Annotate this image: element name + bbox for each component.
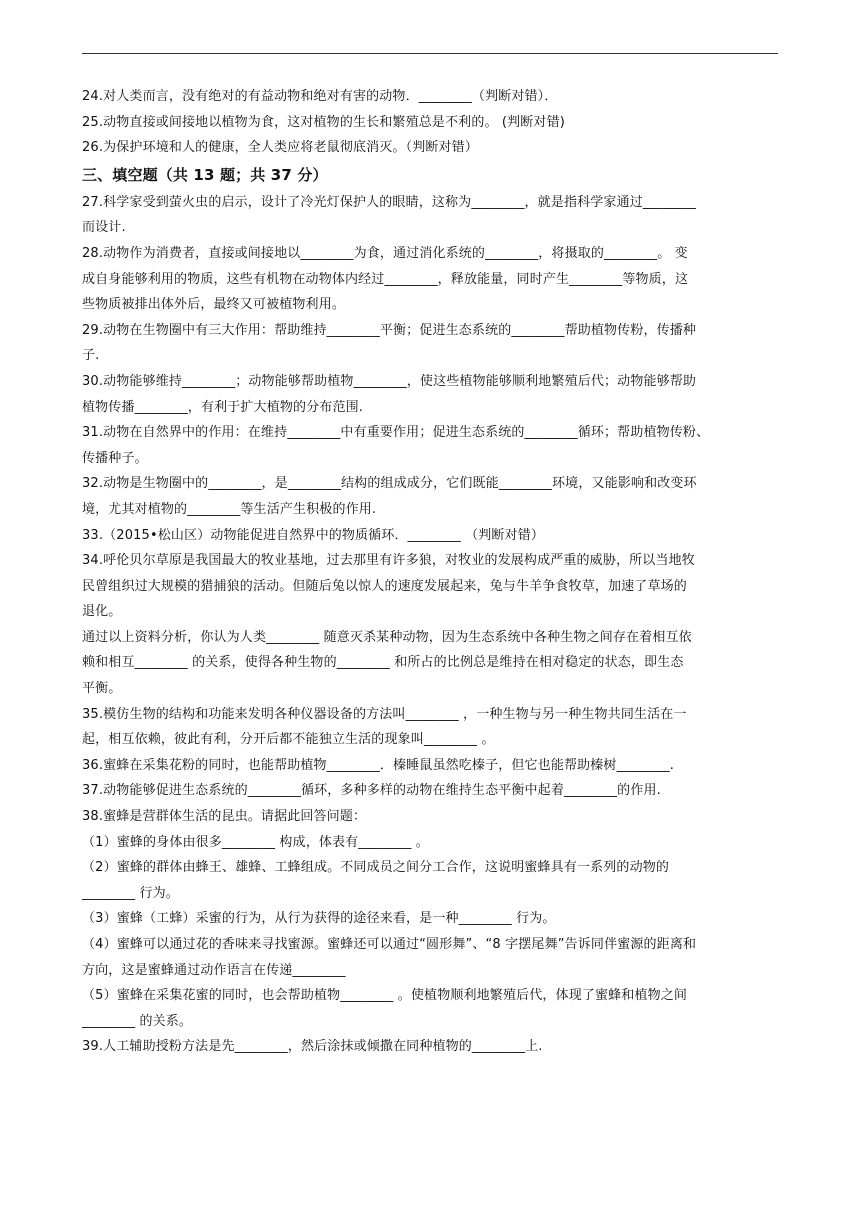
question-line: ________ 的关系。 <box>82 1013 193 1029</box>
question-line: 26.为保护环境和人的健康，全人类应将老鼠彻底消灭。（判断对错） <box>82 140 478 156</box>
question-line: 民曾组织过大规模的猎捕狼的活动。但随后兔以惊人的速度发展起来，兔与牛羊争食牧草，加速了草场的 <box>82 578 687 594</box>
question-line: 方向，这是蜜蜂通过动作语言在传递________ <box>82 962 346 978</box>
section-heading: 三、填空题（共 13 题；共 37 分） <box>82 165 328 184</box>
question-line: 27.科学家受到萤火虫的启示，设计了冷光灯保护人的眼睛，这称为________，就是指科学家通过________ <box>82 194 697 210</box>
question-line: （3）蜜蜂（工蜂）采蜜的行为，从行为获得的途径来看，是一种________ 行为。 <box>82 911 556 927</box>
question-line: （1）蜜蜂的身体由很多________ 构成，体表有________ 。 <box>82 834 429 850</box>
question-line: 35.模仿生物的结构和功能来发明各种仪器设备的方法叫________ ，一种生物与另一种生物共同生活在一 <box>82 706 687 722</box>
question-line: （4）蜜蜂可以通过花的香味来寻找蜜源。蜜蜂还可以通过“圆形舞”、“8 字摆尾舞”告诉同伴蜜源的距离和 <box>82 937 697 952</box>
question-line: 而设计. <box>82 220 126 236</box>
question-line: 退化。 <box>82 604 122 620</box>
question-line: 些物质被排出体外后，最终又可被植物利用。 <box>82 297 346 313</box>
question-line: 植物传播________，有利于扩大植物的分布范围. <box>82 399 364 415</box>
question-line: ________ 行为。 <box>82 885 179 901</box>
question-line: 传播种子。 <box>82 450 148 466</box>
question-line: 38.蜜蜂是营群体生活的昆虫。请据此回答问题： <box>82 809 367 825</box>
question-line: 30.动物能够维持________；动物能够帮助植物________，使这些植物能够顺利地繁殖后代；动物能够帮助 <box>82 373 697 389</box>
question-line: 29.动物在生物圈中有三大作用：帮助维持________平衡；促进生态系统的________帮助植物传粉，传播种 <box>82 322 697 338</box>
question-line: 通过以上资料分析，你认为人类________ 随意灭杀某种动物，因为生态系统中各种生物之间存在着相互依 <box>82 629 692 645</box>
question-line: 32.动物是生物圈中的________，是________结构的组成成分，它们既能________环境，又能影响和改变环 <box>82 476 697 492</box>
header-rule <box>82 53 778 54</box>
question-line: 36.蜜蜂在采集花粉的同时，也能帮助植物________．榛睡鼠虽然吃榛子，但它也能帮助榛树________. <box>82 757 675 773</box>
question-line: 子. <box>82 348 100 364</box>
question-content <box>82 84 780 1060</box>
question-line: 25.动物直接或间接地以植物为食，这对植物的生长和繁殖总是不利的。 (判断对错) <box>82 114 565 130</box>
question-line: 赖和相互________ 的关系，使得各种生物的________ 和所占的比例总是维持在相对稳定的状态，即生态 <box>82 655 684 671</box>
question-line: 24.对人类而言，没有绝对的有益动物和绝对有害的动物．________（判断对错）． <box>82 89 558 104</box>
question-line: 28.动物作为消费者，直接或间接地以________为食，通过消化系统的________，将摄取的________。 变 <box>82 245 688 261</box>
question-line: 34.呼伦贝尔草原是我国最大的牧业基地，过去那里有许多狼，对牧业的发展构成严重的威胁，所以当地牧 <box>82 553 695 569</box>
question-line: 成自身能够利用的物质，这些有机物在动物体内经过________，释放能量，同时产生________等物质，这 <box>82 271 689 287</box>
question-line: 39.人工辅助授粉方法是先________，然后涂抹或倾撒在同种植物的________上. <box>82 1039 543 1055</box>
question-line: （2）蜜蜂的群体由蜂王、雄蜂、工蜂组成。不同成员之间分工合作，这说明蜜蜂具有一系列的动物的 <box>82 860 670 876</box>
question-line: 起，相互依赖，彼此有利，分开后都不能独立生活的现象叫________ 。 <box>82 732 495 748</box>
question-line: 33.（2015•松山区）动物能促进自然界中的物质循环．________ （判断对错） <box>82 527 545 543</box>
question-line: 31.动物在自然界中的作用：在维持________中有重要作用；促进生态系统的________循环；帮助植物传粉、 <box>82 425 710 441</box>
question-line: 37.动物能够促进生态系统的________循环，多种多样的动物在维持生态平衡中起着________的作用. <box>82 783 661 799</box>
question-line: （5）蜜蜂在采集花蜜的同时，也会帮助植物________ 。使植物顺利地繁殖后代，体现了蜜蜂和植物之间 <box>82 988 688 1004</box>
question-line: 平衡。 <box>82 681 122 697</box>
question-line: 境，尤其对植物的________等生活产生积极的作用. <box>82 501 377 517</box>
